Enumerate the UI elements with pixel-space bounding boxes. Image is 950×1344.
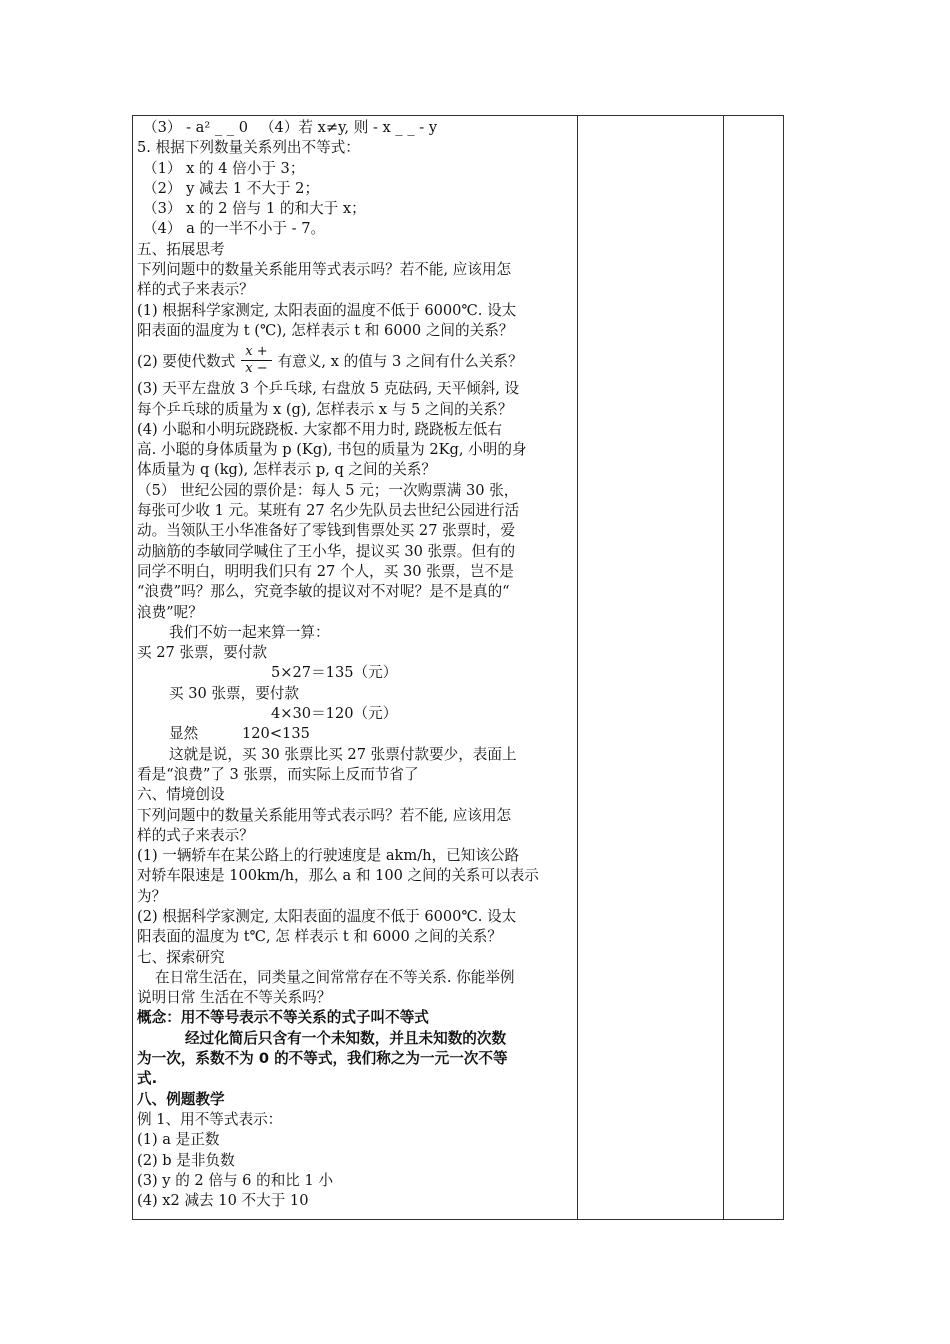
text-line: 体质量为 q (kg), 怎样表示 p, q 之间的关系？ (137, 461, 437, 479)
text-line: (2) b 是非负数 (137, 1151, 235, 1169)
text-line: （1） x 的 4 倍小于 3； (143, 159, 305, 177)
text-line: 买 27 张票，要付款 (137, 644, 268, 662)
concept-line: 为一次，系数不为 0 的不等式，我们称之为一元一次不等 (137, 1050, 508, 1068)
text-line: 显然 120<135 (169, 725, 310, 743)
text-line: (1) 根据科学家测定, 太阳表面的温度不低于 6000℃. 设太 (137, 301, 517, 319)
text-line: (4) 小聪和小明玩跷跷板. 大家都不用力时, 跷跷板左低右 (137, 420, 502, 438)
text-line: （2） y 减去 1 不大于 2； (143, 179, 320, 197)
text-line: 阳表面的温度为 t℃, 怎 样表示 t 和 6000 之间的关系？ (137, 928, 502, 946)
text-line: 5×27＝135（元） (271, 664, 398, 682)
text-line: 样的式子来表示？ (137, 826, 254, 844)
text-line: （3） - a² _ _ 0 （4）若 x≠y, 则 - x _ _ - y (143, 119, 438, 136)
text-line: 浪费”呢？ (137, 603, 203, 621)
empty-column-cell (578, 116, 724, 1220)
text-line: 阳表面的温度为 t (℃), 怎样表示 t 和 6000 之间的关系？ (137, 321, 514, 339)
concept-line: 概念：用不等号表示不等关系的式子叫不等式 (137, 1009, 429, 1027)
fraction-denominator: x − (245, 360, 268, 376)
text-line: （4） a 的一半不小于 - 7。 (143, 220, 326, 238)
text-line: “浪费”吗？那么，究竟李敏的提议对不对呢？是不是真的“ (137, 583, 510, 601)
text-span: (2) 要使代数式 (137, 352, 236, 370)
text-line: 下列问题中的数量关系能用等式表示吗？若不能, 应该用怎 (137, 806, 512, 824)
text-line: 我们不妨一起来算一算： (169, 623, 330, 641)
fraction-numerator: x + (241, 344, 271, 361)
text-line: (2) 根据科学家测定, 太阳表面的温度不低于 6000℃. 设太 (137, 907, 517, 925)
text-line: 动脑筋的李敏同学喊住了王小华，提议买 30 张票。但有的 (137, 542, 516, 560)
content-cell (133, 116, 578, 1220)
text-line: 为？ (137, 887, 167, 905)
text-line: 下列问题中的数量关系能用等式表示吗？若不能, 应该用怎 (137, 261, 512, 279)
section-heading: 七、探索研究 (137, 948, 225, 966)
text-line: 样的式子来表示？ (137, 281, 254, 299)
text-line: 同学不明白，明明我们只有 27 个人，买 30 张票，岂不是 (137, 562, 514, 580)
text-line: （3） x 的 2 倍与 1 的和大于 x； (143, 200, 366, 218)
text-line: 动。当领队王小华准备好了零钱到售票处买 27 张票时，爱 (137, 522, 516, 540)
fraction-line (137, 341, 574, 379)
text-line: (1) a 是正数 (137, 1131, 220, 1149)
text-line: 在日常生活在，同类量之间常常存在不等关系. 你能举例 (155, 968, 515, 986)
text-line: （5） 世纪公园的票价是：每人 5 元；一次购票满 30 张， (137, 481, 519, 499)
text-line: 买 30 张票，要付款 (169, 684, 300, 702)
text-line: 4×30＝120（元） (271, 705, 398, 723)
text-line: 高. 小聪的身体质量为 p (Kg), 书包的质量为 2Kg, 小明的身 (137, 441, 527, 459)
empty-column-cell (724, 116, 784, 1220)
text-line: (3) y 的 2 倍与 6 的和比 1 小 (137, 1171, 334, 1189)
text-line: 每张可少收 1 元。某班有 27 名少先队员去世纪公园进行活 (137, 502, 520, 520)
section-heading: 八、例题教学 (137, 1090, 225, 1108)
concept-line: 经过化简后只含有一个未知数，并且未知数的次数 (185, 1029, 507, 1047)
lesson-table (132, 115, 784, 1220)
text-line: 对轿车限速是 100km/h，那么 a 和 100 之间的关系可以表示 (137, 867, 539, 885)
text-line: (1) 一辆轿车在某公路上的行驶速度是 akm/h，已知该公路 (137, 847, 520, 865)
concept-line: 式. (137, 1070, 158, 1088)
text-line: 5. 根据下列数量关系列出不等式： (137, 139, 360, 157)
text-line: 例 1、用不等式表示： (137, 1110, 283, 1128)
text-span: 有意义, x 的值与 3 之间有什么关系？ (277, 352, 523, 370)
text-line: (4) x2 减去 10 不大于 10 (137, 1192, 309, 1210)
text-line: 每个乒乓球的质量为 x (g), 怎样表示 x 与 5 之间的关系？ (137, 400, 513, 418)
section-heading: 五、拓展思考 (137, 240, 225, 258)
text-line: (3) 天平左盘放 3 个乒乓球, 右盘放 5 克砝码, 天平倾斜, 设 (137, 380, 520, 398)
text-line: 说明日常 生活在不等关系吗？ (137, 989, 332, 1007)
section-heading: 六、情境创设 (137, 786, 225, 804)
fraction (241, 344, 271, 377)
text-line: 这就是说，买 30 张票比买 27 张票付款要少，表面上 (169, 745, 517, 763)
text-line: 看是“浪费”了 3 张票，而实际上反而节省了 (137, 765, 419, 783)
